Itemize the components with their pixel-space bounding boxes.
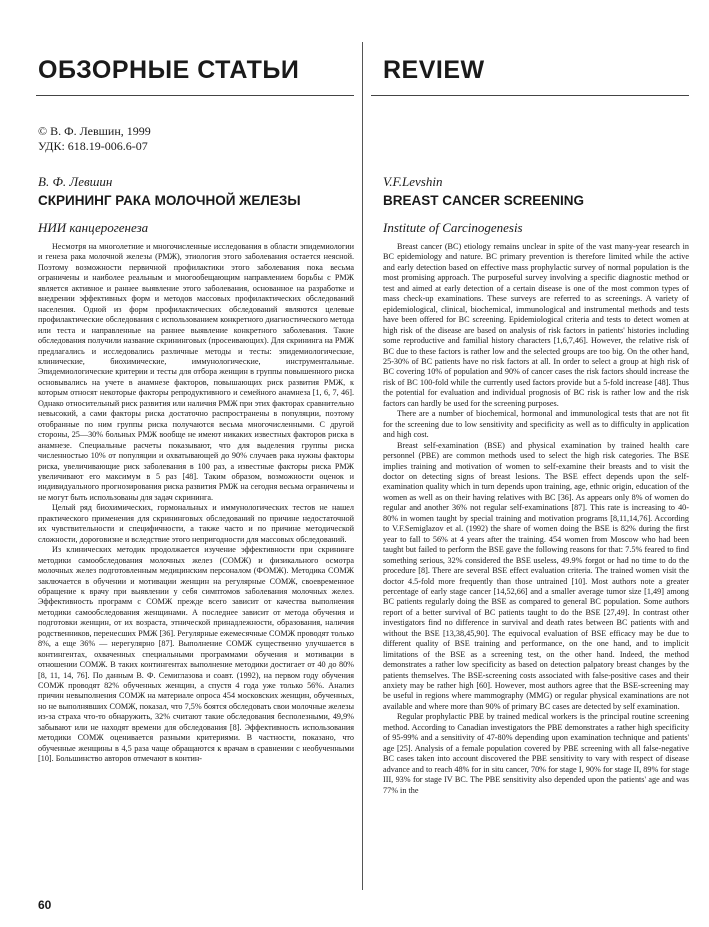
institution: НИИ канцерогенеза: [38, 220, 149, 235]
author-name: В. Ф. Левшин: [38, 174, 113, 189]
udc-code: УДК: 618.19-006.6-07: [38, 139, 148, 153]
heading-rule: [36, 95, 354, 96]
paragraph: Regular prophylactic PBE by trained medical workers is the principal routine screening method. According to Canadian investigators the PBE demonstrates a rather high specificity of 95-99% and a sensitivity of 47-80% depending upon examination technique and patients' age [25]. Analysis of a female population covered by PBE screening with all false-negative BC cases taken into account discovered the PBE sensitivity to vary with respect of disease advance and to reach 48% for in situ cancer, 70% for stage I, 90% for stage II, 89% for stage III, 93% for stage IV BC. The PBE sensitivity also depended upon the patients' age and was 77% in the: [383, 712, 689, 795]
section-heading: ОБЗОРНЫЕ СТАТЬИ: [38, 56, 300, 84]
article-title: BREAST CANCER SCREENING: [383, 193, 585, 208]
copyright-line: © В. Ф. Левшин, 1999: [38, 124, 151, 138]
paragraph: Из клинических методик продолжается изучение эффективности при скрининге методики самообследования молочных желез (СОМЖ) и физикального осмотра молочных желез подготовленным медицинским персоналом (ФОМЖ). Методика СОМЖ заключается в обучении и мотивации женщин на регулярные СОМЖ, своевременное обращение к врачу при выявлении у себя симптомов заболевания молочных желез. Эффективность программ с СОМЖ прежде всего зависит от качества выполнения методики самообследования женщинами. А последнее зависит от метода обучения и подготовки женщин, от их возраста, этнической принадлежности, образования, наличия родственников, перенесших РМЖ [36]. Регулярные ежемесячные СОМЖ проводят только 8%, а еще 36% — нерегулярно [87]. Выполнение СОМЖ существенно улучшается в контингентах, охваченных специальными программами обучения и мотивации в отношении СОМЖ. В таких контингентах выполнение методики достигает от 40 до 80% [8, 11, 14, 76]. По данным В. Ф. Семиглазова и соавт. (1992), на первом году обучения СОМЖ проводят 82% обученных женщин, а спустя 4 года уже только 56%. Анализ причин невыполнения СОМЖ на материале опроса 454 московских женщин, обученных, но не выполнявших СОМЖ, показал, что 7,5% боятся обследовать свои молочные железы из-за страха что-то обнаружить, 32% считают такие обследования бесполезными, 49,9% забывают или не находят времени для обследования [8]. Эффективность использования методики СОМЖ оценивается разными критериями. В частности, показано, что обученные женщины в 4,5 раза чаще обращаются к врачам в сравнении с необученными [10]. Большинство авторов отмечают в контин-: [38, 545, 354, 764]
paragraph: Breast cancer (BC) etiology remains unclear in spite of the vast many-year research in BC epidemiology and nature. BC primary prevention is therefore limited while the active and early detection based on effective mass prophylactic survey of normal population is the most promising approach. The purposeful survey involving a specific diagnostic method or test and aimed at early detection of a certain disease is one of the most common types of mass check-up examinations. These surveys are referred to as screenings. A variety of epidemiological, clinical, biochemical, immunological and instrumental methods and tests have been offered for BC screening. Epidemiological criteria and tests to detect women at high risk of the disease are based on analysis of risk factors in patients' histories including some reproductive and familial history characters [1,6,7,46]. However, the relative risk of BC due to these factors is rather low and the selected groups are too big. On the other hand, 25-30% of BC patients have no risk factors at all. In order to select a group at high risk of BC covering 10% of population and 90% of cancer cases the risk factors should increase the risk of BC 100-fold while the currently used factors provide but a 5-fold increase [48]. Thus the potential for evaluation and individual prognosis of BC risk is rather low and the risk factors can hardly be used for the screening purposes.: [383, 242, 689, 408]
paragraph: Breast self-examination (BSE) and physical examination by trained health care personnel (PBE) are common methods used to select the high risk categories. The BSE implies training and motivation of women to self-examine their breasts and to visit the doctor on detecting signs of breast lesions. The BSE effect depends upon the self-examination quality which in turn depends upon training, age, ethnic origin, education of the women as well as on their having relatives with BC [36]. As appears only 8% of women do regular and another 36% not regular self-examinations [87]. This rate is increasing to 40-80% in women taught by special training and motivation programs [8,11,14,76]. According to V.F.Semiglazov et al. (1992) the share of women doing the BSE is 82% during the first year to fall to 56% at 4 years after the training. 454 women from Moscow who had been taught but failed to perform the BSE gave the following reasons for that: 7.5% feared to find something serious, 32% considered the BSE useless, 49.9% forgot or had no time to do the procedure [8]. There are several BSE effect evaluation criteria. The trained women visit the doctor 4.5-fold more frequently than those untrained [10]. Most authors note a greater percentage of early stage cancer [14,52,66] and a smaller average tumor size [1,49] among BC patients regularly doing the BSE as compared to general BC population. Some authors report of a better survival of BC patients taught to do the BSE [27,49]. In contrast other investigators find no difference in survival and death rates between BC patients with and without the BSE [13,38,45,90]. The equivocal evaluation of BSE efficacy may be due to different quality of BSE training and performance, on the one hand, and to implicit limitations of the BSE as a screening test, on the other hand. Indeed, the method demonstrates a rather low specificity as based on detection palpatory breast changes by the patients themselves. The BSE-screening costs associated with false-positive cases and their anxiety may be rather high [60]. However, most authors agree that the BSE-screening may be useful in regions where mammography (MMG) or regular physical examinations are not available and where more than 90% of primary BC cases are detected by self examination.: [383, 440, 689, 711]
article-title: СКРИНИНГ РАКА МОЛОЧНОЙ ЖЕЛЕЗЫ: [38, 193, 301, 208]
paragraph: Целый ряд биохимических, гормональных и иммунологических тестов не нашел практического применения для скрининговых обследований по причине недостаточной их чувствительности и специфичности, а также часто и по причине методической сложности, дороговизне и вследствие этого непригодности для массовых обследований.: [38, 503, 354, 544]
institution: Institute of Carcinogenesis: [383, 220, 523, 235]
paragraph: There are a number of biochemical, hormonal and immunological tests that are not fit for the screening due to low sensitivity and specificity as well as to difficulty in application and high cost.: [383, 409, 689, 440]
author-name: V.F.Levshin: [383, 174, 443, 189]
column-divider: [362, 42, 363, 890]
section-heading: REVIEW: [383, 56, 485, 84]
page-number: 60: [38, 898, 52, 912]
article-body: [383, 242, 689, 796]
heading-rule: [371, 95, 689, 96]
article-body: [38, 242, 354, 765]
paragraph: Несмотря на многолетние и многочисленные исследования в области эпидемиологии и генеза рака молочной железы (РМЖ), этиология этого заболевания остается неясной. Поэтому возможности первичной профилактики этого заболевания пока весьма ограничены и наиболее реальным и многообещающим направлением борьбы с РМЖ является активное и раннее выявление этого заболевания, основанное на разработке и внедрении эффективных форм и методов массовых профилактических обследований населения. Одной из форм профилактических обследований являются целевые профилактические обследования с использованием конкретного диагностического метода или теста и направленные на раннее выявление конкретного заболевания. Такие обследования получили название скрининговых (просеивающих). Для скрининга на РМЖ предлагались и исследовались различные методы и тесты: эпидемиологические, клинические, биохимические, иммунологические, инструментальные. Эпидемиологические критерии и тесты для отбора женщин в группы повышенного риска основывались на учете в анамнезе факторов, повышающих риск развития РМЖ, к которым относят некоторые факторы репродуктивного и семейного анамнеза [1, 6, 7, 46]. Однако относительный риск развития или наличия РМЖ при этих факторах сравнительно невысокий, а сами факторы риска достаточно распространены в популяции, поэтому отобранные по ним группы риска получаются весьма многочисленными. С другой стороны, 25—30% больных РМЖ вообще не имеют никаких известных факторов риска в анамнезе. Специальные расчеты показывают, что для выделения группы риска численностью 10% от популяции и охватывающей до 90% случаев рака нужны факторы риска, увеличивающие риск заболевания в 100 раз, а известные факторы риска РМЖ увеличивают его максимум в 5 раз [48]. Таким образом, возможности оценок и индивидуального прогнозирования риска развития РМЖ на сегодня весьма ограничены и не могут быть использованы для задач скрининга.: [38, 242, 354, 502]
